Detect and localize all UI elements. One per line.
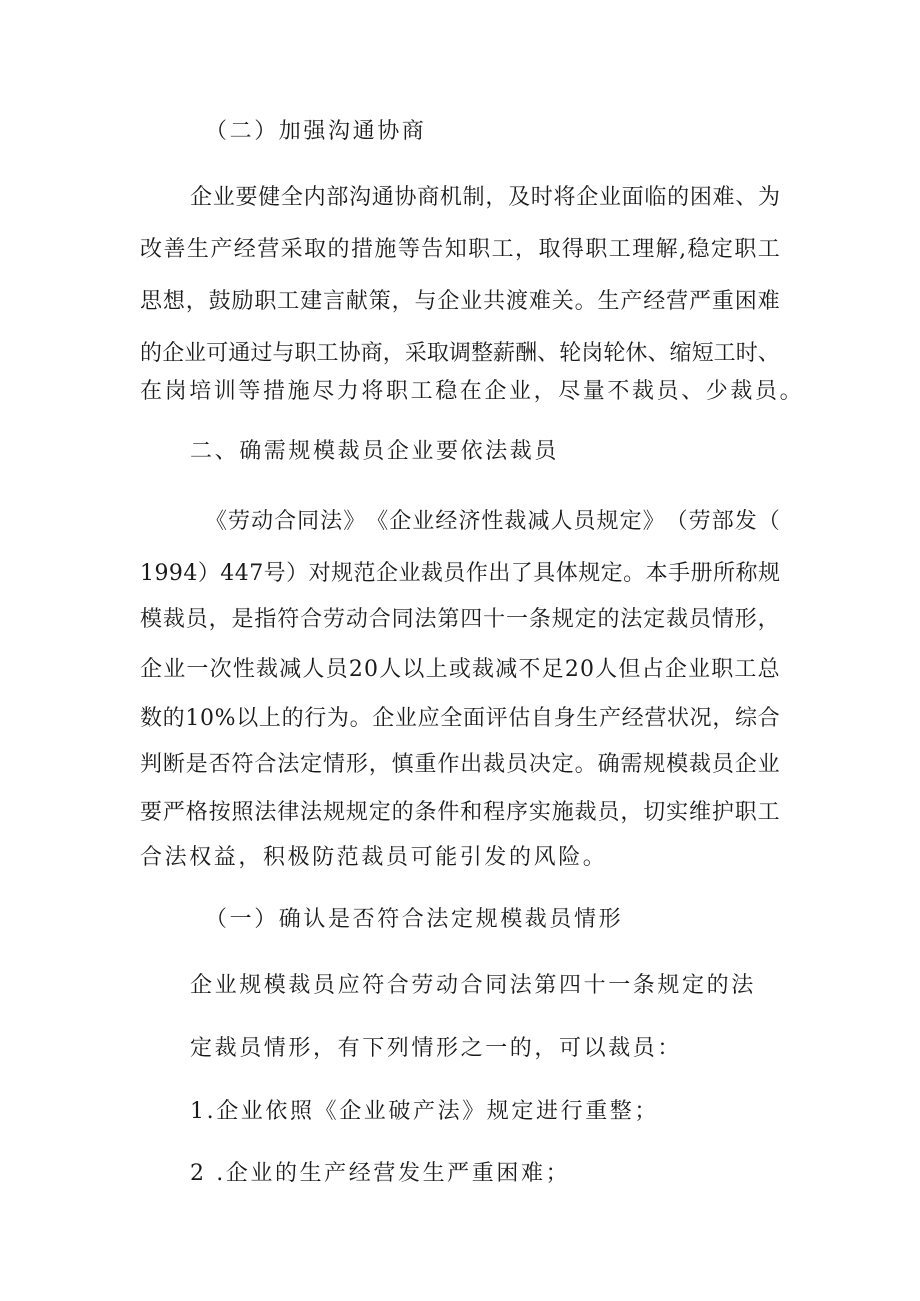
paragraph-line: 模 裁 员 ， 是 指 符 合 劳 动 合 同 法 第 四 十 一 条 规 定 的 法 定 裁 员 情 形 ， <box>140 607 780 632</box>
paragraph-line: 企 业 一 次 性 裁 减 人 员 2 0 人 以 上 或 裁 减 不 足 2 0 人 但 占 企 业 职 工 总 <box>140 657 780 682</box>
list-item: 1.企业依照《企业破产法》规定进行重整； <box>190 1099 659 1124</box>
paragraph-line: 数 的 1 0 % 以 上 的 行 为 。 企 业 应 全 面 评 估 自 身 生 产 经 营 状 况 ， 综 合 <box>140 706 780 731</box>
paragraph-line: 合法权益，积极防范裁员可能引发的风险。 <box>140 845 608 870</box>
paragraph-line: 1 9 9 4 ） 4 4 7 号 ） 对 规 范 企 业 裁 员 作 出 了 具 体 规 定 。 本 手 册 所 称 规 <box>140 561 780 586</box>
paragraph-line: 判 断 是 否 符 合 法 定 情 形 ， 慎 重 作 出 裁 员 决 定 。 确 需 规 模 裁 员 企 业 <box>140 752 780 777</box>
heading-communication: （二）加强沟通协商 <box>205 119 427 144</box>
paragraph-line: 定裁员情形，有下列情形之一的，可以裁员： <box>190 1036 683 1061</box>
heading-layoff: 二、确需规模裁员企业要依法裁员 <box>190 439 560 464</box>
paragraph-line: 的 企 业 可 通 过 与 职 工 协 商 ， 采 取 调 整 薪 酬 、 轮 岗 轮 休 、 缩 短 工 时 、 <box>140 341 780 366</box>
paragraph-line: 企业规模裁员应符合劳动合同法第四十一条规定的法 <box>190 973 756 998</box>
paragraph-line: 要 严 格 按 照 法 律 法 规 规 定 的 条 件 和 程 序 实 施 裁 员 ， 切 实 维 护 职 工 <box>140 800 780 825</box>
list-item: 2 .企业的生产经营发生严重困难； <box>190 1161 571 1186</box>
heading-confirm: （一）确认是否符合法定规模裁员情形 <box>205 907 624 932</box>
paragraph-line: 在岗培训等措施尽力将职工稳在企业，尽量不裁员、少裁员。 <box>140 379 805 404</box>
paragraph-line: 思 想 ， 鼓 励 职 工 建 言 献 策 ， 与 企 业 共 渡 难 关 。 生 产 经 营 严 重 困 难 <box>140 289 780 314</box>
paragraph-line: 企 业 要 健 全 内 部 沟 通 协 商 机 制 ， 及 时 将 企 业 面 临 的 困 难 、 为 <box>190 185 780 210</box>
paragraph-line: 改 善 生 产 经 营 采 取 的 措 施 等 告 知 职 工 ， 取 得 职 工 理 解 , 稳 定 职 工 <box>140 237 780 262</box>
paragraph-line: 《 劳 动 合 同 法 》 《 企 业 经 济 性 裁 减 人 员 规 定 》 （ 劳 部 发 （ <box>205 509 780 534</box>
